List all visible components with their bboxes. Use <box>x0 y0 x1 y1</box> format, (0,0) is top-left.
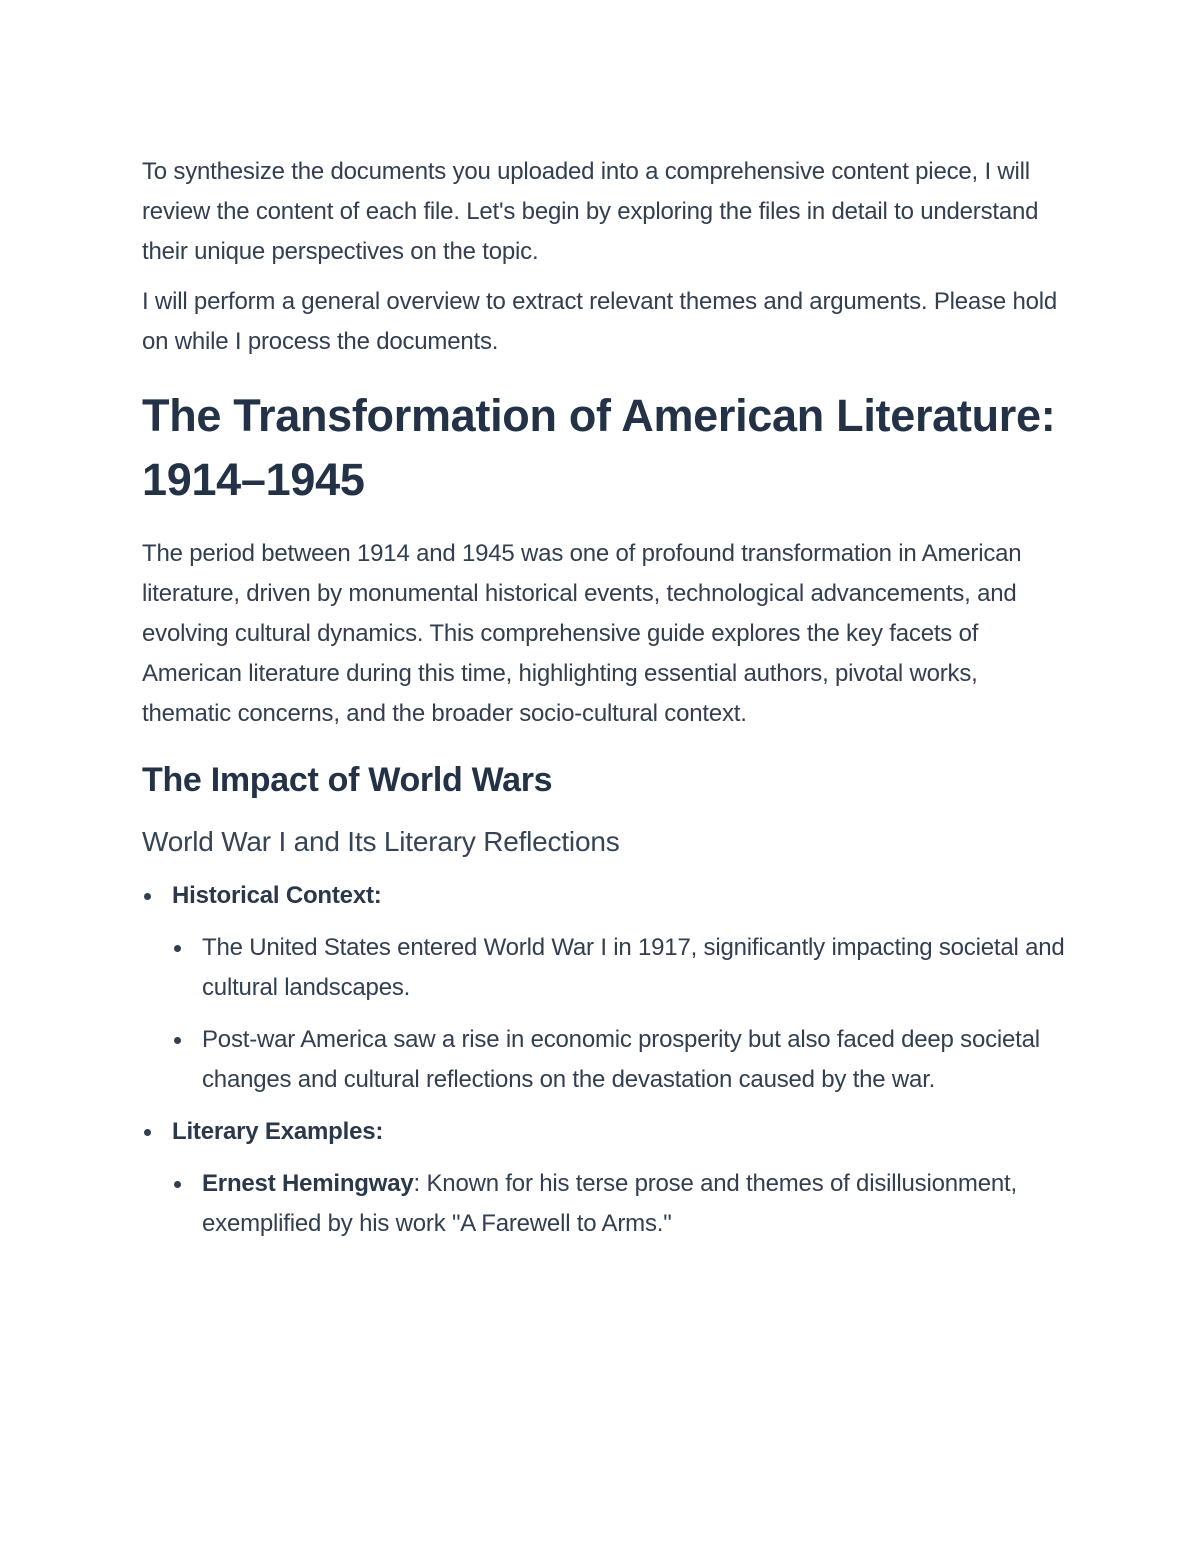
author-description: : Known for his terse prose and themes of disillusionment, exemplified by his work "A Farewell to Arms." <box>202 1170 1017 1237</box>
intro-paragraph-1: To synthesize the documents you uploaded into a comprehensive content piece, I will review the content of each file. Let's begin by exploring the files in detail to understand their unique perspectives on the topic. <box>142 158 1039 265</box>
list-item-literary-examples <box>142 1112 1072 1244</box>
sub-list-item: The United States entered World War I in 1917, significantly impacting societal and cultural landscapes. <box>172 928 1072 1008</box>
document-page <box>142 152 1072 1256</box>
sub-list <box>172 1164 1072 1244</box>
section-heading: The Impact of World Wars <box>142 761 553 799</box>
sub-list <box>172 928 1072 1100</box>
bullet-list <box>142 876 1072 1244</box>
document-title: The Transformation of American Literature: 1914–1945 <box>142 390 1056 505</box>
author-name: Ernest Hemingway <box>202 1170 414 1197</box>
list-item-historical-context <box>142 876 1072 1100</box>
summary-paragraph: The period between 1914 and 1945 was one of profound transformation in American literature, driven by monumental historical events, technological advancements, and evolving cultural dynamics. This comprehensive guide explores the key facets of American literature during this time, highlighting essential authors, pivotal works, thematic concerns, and the broader socio-cultural context. <box>142 540 1022 727</box>
list-item-label: Historical Context: <box>172 882 382 909</box>
list-item-label: Literary Examples: <box>172 1118 384 1145</box>
intro-paragraph-2: I will perform a general overview to extract relevant themes and arguments. Please hold on while I process the documents. <box>142 288 1058 355</box>
sub-list-item: Post-war America saw a rise in economic prosperity but also faced deep societal changes and cultural reflections on the devastation caused by the war. <box>172 1020 1072 1100</box>
subsection-heading: World War I and Its Literary Reflections <box>142 826 620 857</box>
sub-list-item <box>172 1164 1072 1244</box>
